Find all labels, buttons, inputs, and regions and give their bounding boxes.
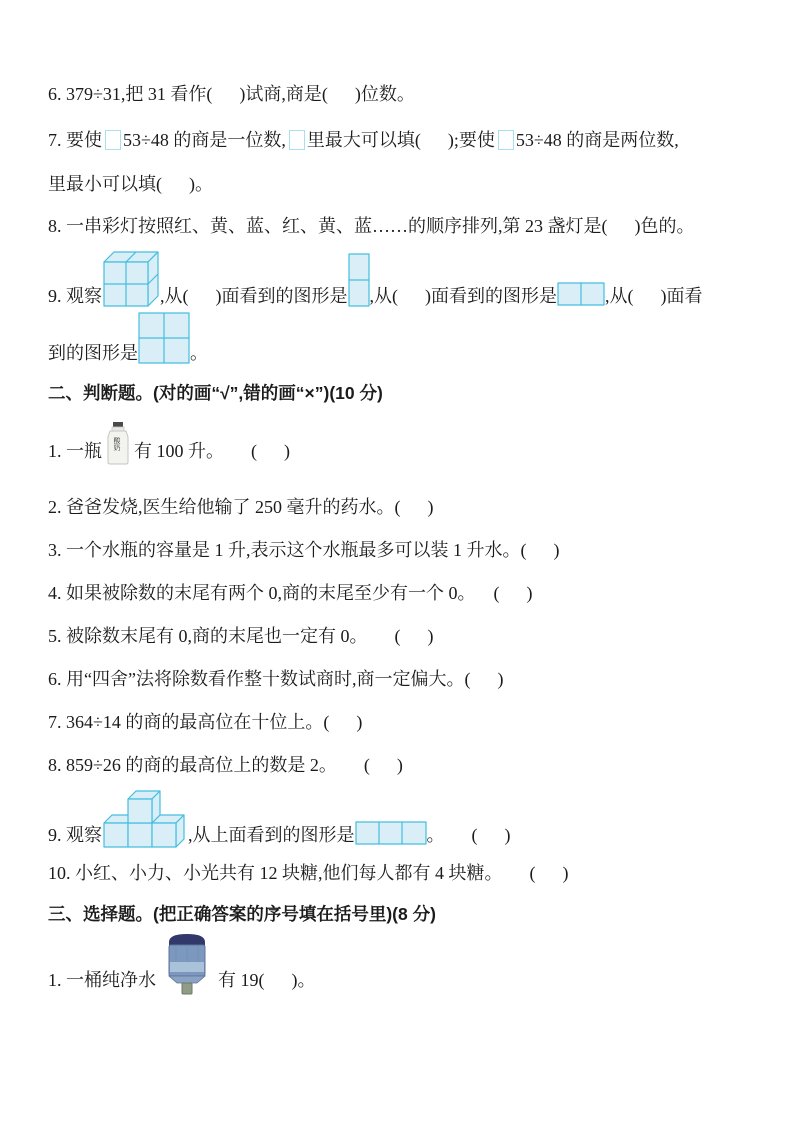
blank-box-icon [498, 130, 514, 150]
judgment-10-text: 10. 小红、小力、小光共有 12 块糖,他们每人都有 4 块糖。 ( ) [48, 863, 569, 883]
question-9-text-2: ,从( )面看到的图形是 [160, 286, 348, 306]
question-9-text-5: 到的图形是 [48, 343, 138, 363]
cube-block-2x2-figure [102, 248, 160, 310]
judgment-question-4 [48, 581, 757, 605]
judgment-1-text-2: 有 100 升。 ( ) [134, 441, 290, 461]
water-jug-icon [164, 932, 210, 996]
water-jug-figure [164, 932, 210, 1002]
question-6-text: 6. 379÷31,把 31 看作( )试商,商是( )位数。 [48, 84, 415, 104]
judgment-question-6 [48, 667, 757, 691]
view-1x2-vertical-figure [348, 253, 370, 307]
judgment-6-text: 6. 用“四舍”法将除数看作整十数试商时,商一定偏大。( ) [48, 669, 504, 689]
judgment-question-1 [48, 421, 757, 471]
judgment-question-3 [48, 538, 757, 562]
judgment-7-text: 7. 364÷14 的商的最高位在十位上。( ) [48, 712, 363, 732]
section-choice-heading [48, 902, 757, 926]
question-9-line-1 [48, 248, 757, 310]
question-6 [48, 82, 757, 106]
choice-1-text-2: 有 19( )。 [218, 970, 316, 990]
judgment-9-text-2: ,从上面看到的图形是 [188, 825, 355, 845]
blank-box-icon [289, 130, 305, 150]
question-9-text-3: ,从( )面看到的图形是 [369, 286, 557, 306]
question-9-text-4: ,从( )面看 [605, 286, 703, 306]
question-7-text-3: 里最大可以填( );要使 [306, 130, 495, 150]
question-7-text-4: 53÷48 的商是两位数, [515, 130, 679, 150]
judgment-8-text: 8. 859÷26 的商的最高位上的数是 2。 ( ) [48, 755, 403, 775]
question-9-text-6: 。 [190, 343, 208, 363]
judgment-question-5 [48, 624, 757, 648]
judgment-2-text: 2. 爸爸发烧,医生给他输了 250 毫升的药水。( ) [48, 497, 434, 517]
cube-block-t-figure [102, 787, 188, 849]
choice-question-1 [48, 932, 757, 1002]
question-7-text-1: 7. 要使 [48, 130, 102, 150]
question-7-line-1 [48, 128, 757, 152]
question-8 [48, 214, 757, 238]
judgment-question-10 [48, 861, 757, 885]
judgment-1-text-1: 1. 一瓶 [48, 441, 102, 461]
judgment-3-text: 3. 一个水瓶的容量是 1 升,表示这个水瓶最多可以装 1 升水。( ) [48, 540, 560, 560]
judgment-question-2 [48, 495, 757, 519]
milk-bottle-figure [104, 421, 132, 471]
judgment-question-7 [48, 710, 757, 734]
question-9-line-2 [48, 312, 757, 365]
question-8-text: 8. 一串彩灯按照红、黄、蓝、红、黄、蓝……的顺序排列,第 23 盏灯是( )色的。 [48, 216, 695, 236]
blank-box-icon [105, 130, 121, 150]
judgment-9-text-1: 9. 观察 [48, 825, 102, 845]
view-1x3-row-figure [355, 821, 427, 845]
judgment-question-9 [48, 787, 757, 849]
question-7-text-2: 53÷48 的商是一位数, [123, 130, 286, 150]
judgment-5-text: 5. 被除数末尾有 0,商的末尾也一定有 0。 ( ) [48, 626, 434, 646]
section-judgment-heading [48, 381, 757, 405]
judgment-4-text: 4. 如果被除数的末尾有两个 0,商的末尾至少有一个 0。 ( ) [48, 583, 533, 603]
judgment-9-text-3: 。 ( ) [426, 825, 511, 845]
view-2x2-grid-figure [138, 312, 190, 364]
question-7-text-5: 里最小可以填( )。 [48, 174, 213, 194]
question-7-line-2 [48, 172, 757, 196]
question-9-text-1: 9. 观察 [48, 286, 102, 306]
bottle-label: 酸奶 [113, 437, 120, 451]
section-choice-heading-text: 三、选择题。(把正确答案的序号填在括号里)(8 分) [48, 904, 436, 924]
judgment-question-8 [48, 753, 757, 777]
view-2x1-horizontal-figure [557, 282, 605, 306]
section-judgment-heading-text: 二、判断题。(对的画“√”,错的画“×”)(10 分) [48, 383, 383, 403]
choice-1-text-1: 1. 一桶纯净水 [48, 970, 156, 990]
